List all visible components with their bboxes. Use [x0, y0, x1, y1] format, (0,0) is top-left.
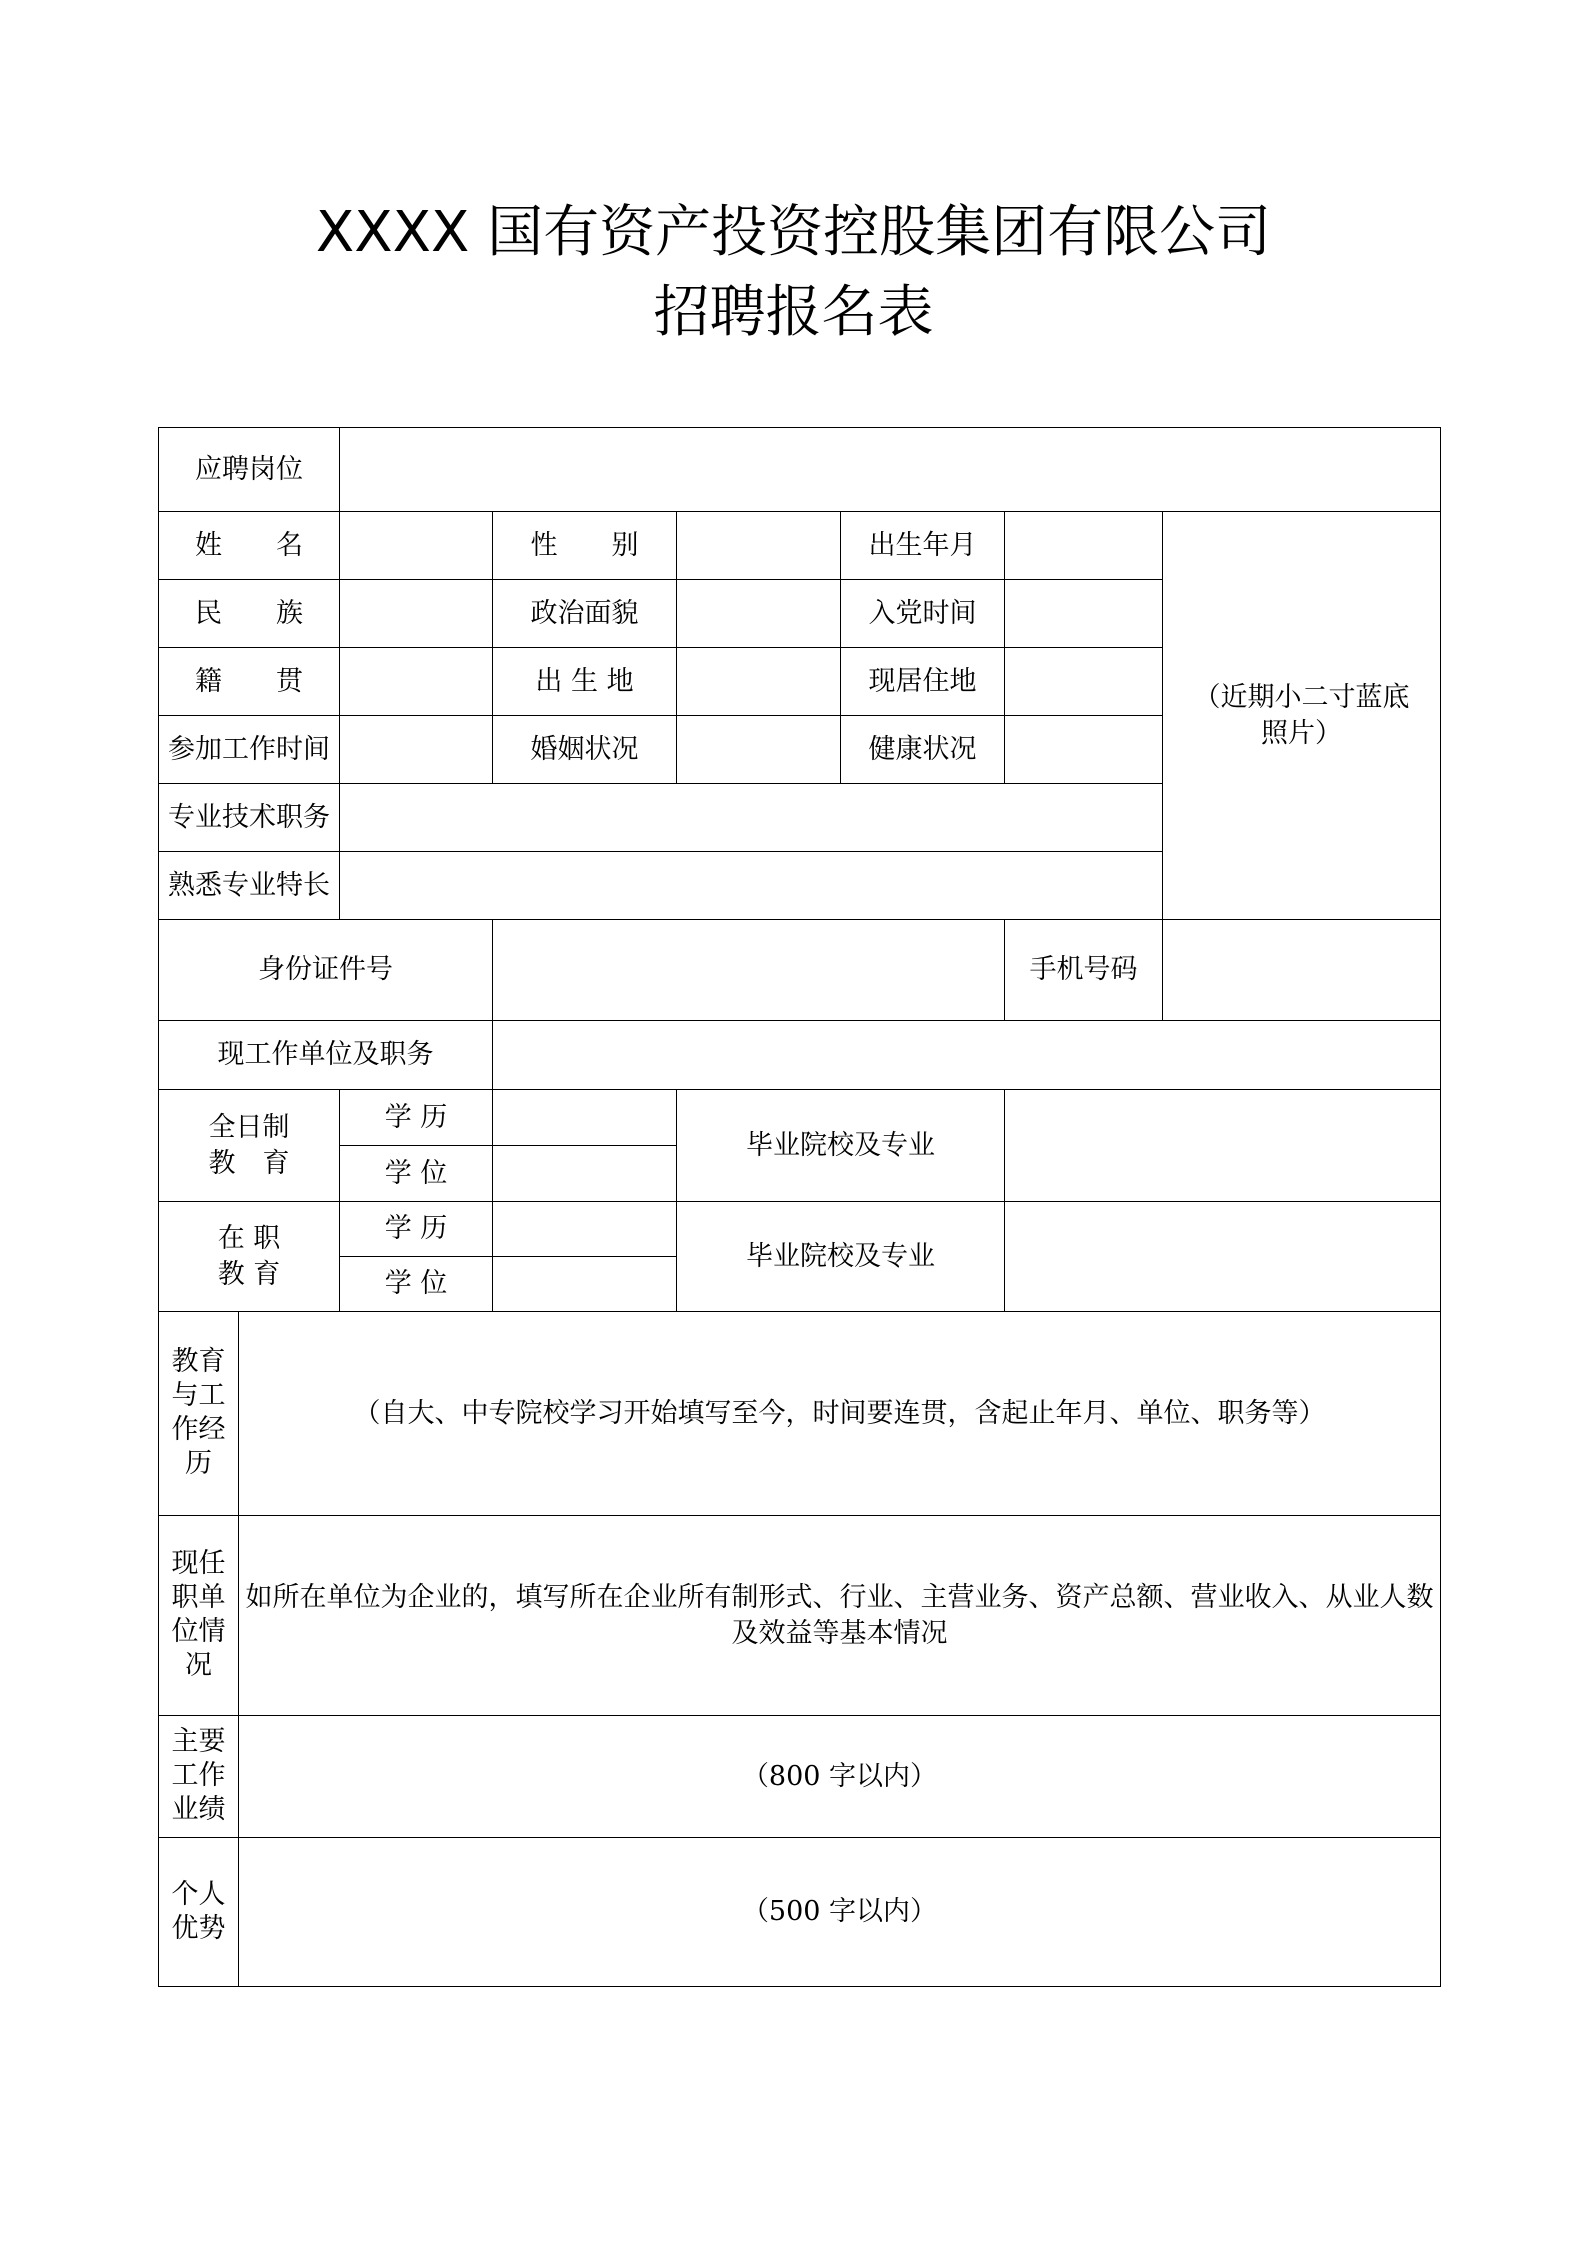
fulltime-school-major-label: 毕业院校及专业: [677, 1090, 1005, 1202]
marital-field[interactable]: [677, 716, 841, 784]
position-field[interactable]: [340, 428, 1441, 512]
gender-label: 性 别: [493, 512, 677, 580]
unit-info-note: 如所在单位为企业的，填写所在企业所有制形式、行业、主营业务、资产总额、营业收入、从业人数及效益等基本情况: [245, 1581, 1434, 1649]
ethnicity-field[interactable]: [340, 580, 493, 648]
birth-field[interactable]: [1005, 512, 1163, 580]
name-label: 姓 名: [159, 512, 340, 580]
page-subtitle: 招聘报名表: [653, 280, 934, 345]
current-job-field[interactable]: [493, 1021, 1441, 1090]
fulltime-edu-label: 全日制 教 育: [159, 1090, 340, 1202]
specialty-label: 熟悉专业特长: [159, 852, 340, 920]
inservice-school-major-label: 毕业院校及专业: [677, 1202, 1005, 1312]
inservice-edu-label: 在 职 教 育: [159, 1202, 340, 1312]
birthplace-field[interactable]: [677, 648, 841, 716]
health-field[interactable]: [1005, 716, 1163, 784]
photo-box[interactable]: [1163, 512, 1441, 920]
fulltime-degree-level-label: 学 历: [340, 1090, 493, 1146]
fulltime-degree-level-field[interactable]: [493, 1090, 677, 1146]
fulltime-school-major-field[interactable]: [1005, 1090, 1441, 1202]
phone-label: 手机号码: [1005, 920, 1163, 1021]
unit-info-label: 现任职单位情况: [159, 1516, 239, 1716]
achievements-label: 主要工作业绩: [159, 1716, 239, 1838]
name-field[interactable]: [340, 512, 493, 580]
experience-field[interactable]: [239, 1312, 1441, 1516]
ethnicity-label: 民 族: [159, 580, 340, 648]
birthplace-label: 出 生 地: [493, 648, 677, 716]
page-title: XXXX 国有资产投资控股集团有限公司: [315, 200, 1272, 265]
achievements-field[interactable]: [239, 1716, 1441, 1838]
residence-field[interactable]: [1005, 648, 1163, 716]
achievements-note: （800 字以内）: [741, 1760, 938, 1792]
political-field[interactable]: [677, 580, 841, 648]
fulltime-degree-label: 学 位: [340, 1146, 493, 1202]
birth-label: 出生年月: [841, 512, 1005, 580]
residence-label: 现居住地: [841, 648, 1005, 716]
party-date-label: 入党时间: [841, 580, 1005, 648]
advantages-note: （500 字以内）: [741, 1896, 938, 1927]
unit-info-field[interactable]: [239, 1516, 1441, 1716]
work-start-field[interactable]: [340, 716, 493, 784]
registration-form: [158, 427, 1441, 1987]
inservice-degree-level-field[interactable]: [493, 1202, 677, 1257]
experience-note: （自大、中专院校学习开始填写至今，时间要连贯，含起止年月、单位、职务等）: [353, 1397, 1326, 1429]
tech-title-label: 专业技术职务: [159, 784, 340, 852]
current-job-label: 现工作单位及职务: [159, 1021, 493, 1090]
id-label: 身份证件号: [159, 920, 493, 1021]
advantages-label: 个人优势: [159, 1838, 239, 1987]
inservice-school-major-field[interactable]: [1005, 1202, 1441, 1312]
native-place-field[interactable]: [340, 648, 493, 716]
political-label: 政治面貌: [493, 580, 677, 648]
specialty-field[interactable]: [340, 852, 1163, 920]
advantages-field[interactable]: [239, 1838, 1441, 1987]
gender-field[interactable]: [677, 512, 841, 580]
health-label: 健康状况: [841, 716, 1005, 784]
inservice-degree-level-label: 学 历: [340, 1202, 493, 1257]
position-label: 应聘岗位: [159, 428, 340, 512]
inservice-degree-field[interactable]: [493, 1257, 677, 1312]
tech-title-field[interactable]: [340, 784, 1163, 852]
phone-field[interactable]: [1163, 920, 1441, 1021]
party-date-field[interactable]: [1005, 580, 1163, 648]
photo-note: （近期小二寸蓝底照片）: [1193, 681, 1410, 749]
work-start-label: 参加工作时间: [159, 716, 340, 784]
id-field[interactable]: [493, 920, 1005, 1021]
experience-label: 教育与工作经历: [159, 1312, 239, 1516]
inservice-degree-label: 学 位: [340, 1257, 493, 1312]
fulltime-degree-field[interactable]: [493, 1146, 677, 1202]
marital-label: 婚姻状况: [493, 716, 677, 784]
native-place-label: 籍 贯: [159, 648, 340, 716]
